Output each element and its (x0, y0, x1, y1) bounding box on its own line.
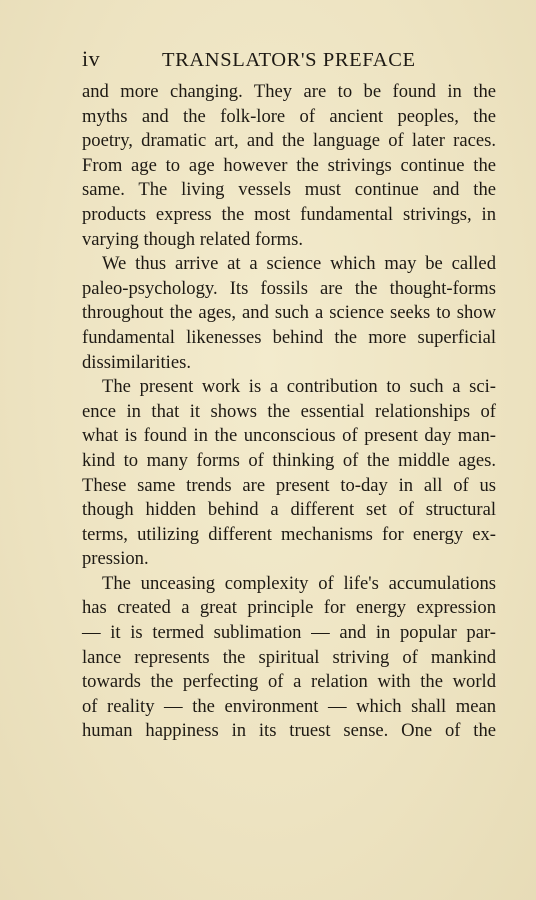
text-line: ence in that it shows the essential relationships of (82, 400, 496, 422)
body-text (82, 80, 496, 744)
text-line: products express the most fundamental strivings, in (82, 203, 496, 225)
text-line: throughout the ages, and such a science seeks to show (82, 302, 496, 324)
text-line: These same trends are present to-day in all of us (82, 474, 496, 496)
text-line: — it is termed sublimation — and in popular par- (82, 622, 496, 644)
text-line: lance represents the spiritual striving of mankind (82, 646, 496, 668)
text-line: varying though related forms. (82, 228, 304, 250)
text-line: poetry, dramatic art, and the language of later races. (82, 130, 496, 152)
text-line: kind to many forms of thinking of the middle ages. (82, 449, 496, 471)
text-line: has created a great principle for energy expression (82, 597, 496, 619)
paragraph (82, 80, 496, 252)
text-line: and more changing. They are to be found in the (82, 81, 496, 102)
text-line: same. The living vessels must continue and the (82, 179, 496, 201)
text-line: The present work is a contribution to such a sci- (102, 376, 496, 398)
text-line: paleo-psychology. Its fossils are the thought-forms (82, 277, 496, 299)
paragraph (82, 375, 496, 572)
page-number: iv (82, 46, 101, 71)
text-line: From age to age however the strivings continue the (82, 154, 496, 176)
text-line: terms, utilizing different mechanisms for energy ex- (82, 523, 496, 545)
text-line: We thus arrive at a science which may be called (102, 253, 496, 275)
text-line: human happiness in its truest sense. One of the (82, 720, 496, 742)
text-line: what is found in the unconscious of present day man- (82, 425, 496, 447)
text-line: of reality — the environment — which shall mean (82, 695, 496, 717)
text-line: myths and the folk-lore of ancient peoples, the (82, 105, 496, 127)
text-line: pression. (82, 548, 149, 570)
text-line: towards the perfecting of a relation with the world (82, 671, 496, 693)
text-line: though hidden behind a different set of structural (82, 499, 496, 521)
paragraph (82, 572, 496, 744)
text-line: The unceasing complexity of life's accumulations (102, 572, 496, 594)
running-head (82, 46, 416, 76)
paragraph (82, 252, 496, 375)
text-line: dissimilarities. (82, 351, 191, 373)
text-line: fundamental likenesses behind the more superficial (82, 326, 496, 348)
running-head-title: TRANSLATOR'S PREFACE (162, 49, 416, 71)
